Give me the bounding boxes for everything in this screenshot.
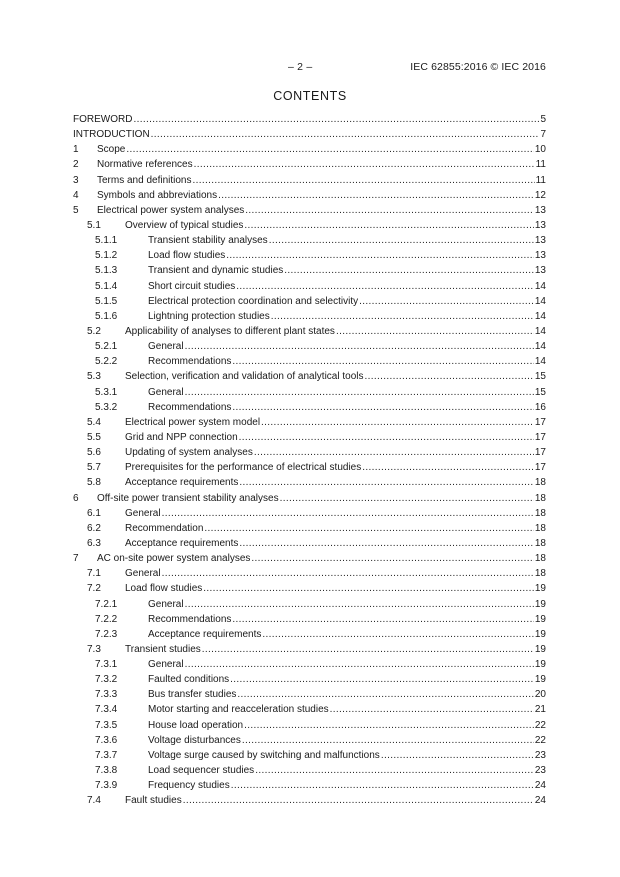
toc-entry-number: 5.3 — [87, 371, 101, 383]
toc-entry-page: 18 — [534, 522, 546, 534]
dot-leader — [185, 657, 534, 672]
toc-entry[interactable] — [73, 491, 546, 506]
dot-leader — [364, 369, 533, 384]
dot-leader — [330, 702, 534, 717]
dot-leader — [230, 672, 534, 687]
toc-entry-page: 18 — [534, 553, 546, 565]
toc-entry-page: 24 — [534, 795, 546, 807]
toc-entry-page: 13 — [534, 265, 546, 277]
dot-leader — [336, 324, 534, 339]
toc-entry-number: 3 — [73, 174, 79, 186]
toc-entry[interactable] — [73, 385, 546, 400]
dot-leader — [269, 233, 534, 248]
toc-entry[interactable] — [73, 733, 546, 748]
dot-leader — [245, 203, 534, 218]
toc-entry[interactable] — [73, 173, 546, 188]
toc-entry-page: 14 — [534, 295, 546, 307]
toc-entry-number: 2 — [73, 159, 79, 171]
toc-entry[interactable] — [73, 597, 546, 612]
toc-entry-title: Applicability of analyses to different plant states — [125, 325, 335, 337]
toc-entry-title: Load flow studies — [148, 250, 226, 262]
toc-entry-title: Selection, verification and validation of analytical tools — [125, 371, 364, 383]
dot-leader — [251, 551, 533, 566]
toc-entry[interactable] — [73, 430, 546, 445]
toc-entry-title: FOREWORD — [73, 114, 133, 125]
toc-entry-page: 20 — [534, 689, 546, 701]
table-of-contents — [73, 112, 546, 808]
toc-entry-page: 14 — [534, 325, 546, 337]
toc-entry-number: 6.3 — [87, 537, 101, 549]
toc-entry[interactable] — [73, 612, 546, 627]
dot-leader — [239, 430, 534, 445]
toc-entry[interactable] — [73, 233, 546, 248]
toc-entry-title: Recommendation — [125, 522, 204, 534]
toc-entry-title: Load flow studies — [125, 583, 203, 595]
toc-entry[interactable] — [73, 309, 546, 324]
page-number: – 2 – — [288, 61, 313, 73]
toc-entry-page: 13 — [534, 235, 546, 247]
dot-leader — [183, 793, 534, 808]
toc-entry-number: 5.3.1 — [95, 386, 118, 398]
toc-entry-title: General — [148, 341, 184, 353]
toc-entry-title: Electrical power system analyses — [97, 204, 245, 216]
dot-leader — [185, 597, 534, 612]
toc-entry-title: Transient studies — [125, 643, 201, 655]
toc-entry-page: 14 — [534, 356, 546, 368]
dot-leader — [381, 748, 534, 763]
toc-entry-number: 7.3.3 — [95, 689, 118, 701]
dot-leader — [231, 778, 534, 793]
toc-entry[interactable] — [73, 536, 546, 551]
toc-entry[interactable] — [73, 112, 546, 127]
toc-entry[interactable] — [73, 415, 546, 430]
dot-leader — [359, 294, 534, 309]
toc-entry[interactable] — [73, 324, 546, 339]
toc-entry-number: 7.3.6 — [95, 734, 118, 746]
toc-entry-title: Scope — [97, 144, 126, 156]
toc-entry-title: General — [148, 598, 184, 610]
dot-leader — [362, 460, 534, 475]
dot-leader — [185, 339, 534, 354]
dot-leader — [232, 354, 534, 369]
toc-entry-number: 5.4 — [87, 416, 101, 428]
toc-entry-number: 7.4 — [87, 795, 101, 807]
toc-entry-page: 18 — [534, 492, 546, 504]
dot-leader — [255, 763, 534, 778]
toc-entry[interactable] — [73, 778, 546, 793]
toc-entry-title: Lightning protection studies — [148, 310, 270, 322]
toc-entry-title: General — [148, 386, 184, 398]
toc-entry-page: 15 — [534, 386, 546, 398]
toc-entry-number: 7.3.7 — [95, 749, 118, 761]
toc-entry-number: 4 — [73, 189, 79, 201]
dot-leader — [237, 687, 534, 702]
toc-entry-number: 5.1.1 — [95, 235, 118, 247]
toc-entry[interactable] — [73, 672, 546, 687]
dot-leader — [280, 491, 534, 506]
toc-entry-number: 7.3.9 — [95, 780, 118, 792]
dot-leader — [151, 127, 540, 142]
toc-entry-number: 5.8 — [87, 477, 101, 489]
toc-entry-title: Overview of typical studies — [125, 219, 244, 231]
toc-entry-page: 17 — [534, 462, 546, 474]
toc-entry-number: 7.3.4 — [95, 704, 118, 716]
toc-entry[interactable] — [73, 263, 546, 278]
toc-entry-number: 7.3 — [87, 643, 101, 655]
toc-entry-title: Symbols and abbreviations — [97, 189, 218, 201]
toc-entry-number: 6.2 — [87, 522, 101, 534]
toc-entry[interactable] — [73, 369, 546, 384]
toc-entry-number: 5.2 — [87, 325, 101, 337]
toc-entry[interactable] — [73, 460, 546, 475]
dot-leader — [218, 188, 534, 203]
toc-entry[interactable] — [73, 279, 546, 294]
toc-entry-title: Bus transfer studies — [148, 689, 237, 701]
dot-leader — [232, 400, 534, 415]
toc-entry-title: Voltage surge caused by switching and malfunctions — [148, 749, 380, 761]
toc-entry-number: 7.2.2 — [95, 613, 118, 625]
toc-entry[interactable] — [73, 748, 546, 763]
toc-entry-number: 5.7 — [87, 462, 101, 474]
toc-entry-title: Short circuit studies — [148, 280, 236, 292]
page-title: CONTENTS — [273, 89, 347, 103]
toc-entry-title: Transient and dynamic studies — [148, 265, 284, 277]
toc-entry-page: 24 — [534, 780, 546, 792]
dot-leader — [284, 263, 534, 278]
toc-entry-title: Motor starting and reacceleration studies — [148, 704, 329, 716]
toc-entry-page: 18 — [534, 477, 546, 489]
dot-leader — [162, 506, 534, 521]
toc-entry[interactable] — [73, 142, 546, 157]
toc-entry-page: 18 — [534, 568, 546, 580]
toc-entry[interactable] — [73, 157, 546, 172]
dot-leader — [261, 415, 534, 430]
toc-entry-number: 7.2 — [87, 583, 101, 595]
toc-entry-title: General — [148, 659, 184, 671]
toc-entry[interactable] — [73, 718, 546, 733]
dot-leader — [239, 475, 533, 490]
toc-entry-title: Load sequencer studies — [148, 765, 255, 777]
toc-entry[interactable] — [73, 581, 546, 596]
toc-entry-page: 19 — [534, 583, 546, 595]
toc-entry-number: 5.1.2 — [95, 250, 118, 262]
toc-entry-number: 5 — [73, 204, 79, 216]
toc-entry[interactable] — [73, 218, 546, 233]
toc-entry-title: Off-site power transient stability analyses — [97, 492, 279, 504]
toc-entry-page: 16 — [534, 401, 546, 413]
toc-entry-number: 1 — [73, 144, 79, 156]
toc-entry-title: Terms and definitions — [97, 174, 192, 186]
toc-entry-page: 18 — [534, 537, 546, 549]
toc-entry-page: 23 — [534, 749, 546, 761]
toc-entry-page: 21 — [534, 704, 546, 716]
toc-entry-title: Transient stability analyses — [148, 235, 268, 247]
toc-entry-number: 5.1.4 — [95, 280, 118, 292]
toc-entry-page: 19 — [534, 674, 546, 686]
dot-leader — [244, 718, 534, 733]
toc-entry[interactable] — [73, 627, 546, 642]
dot-leader — [271, 309, 534, 324]
toc-entry-title: Frequency studies — [148, 780, 230, 792]
toc-entry-title: General — [125, 507, 161, 519]
toc-entry[interactable] — [73, 248, 546, 263]
toc-entry-title: General — [125, 568, 161, 580]
toc-entry-title: Acceptance requirements — [125, 477, 239, 489]
toc-entry-page: 15 — [534, 371, 546, 383]
toc-entry-page: 11 — [535, 174, 546, 186]
dot-leader — [254, 445, 534, 460]
toc-entry[interactable] — [73, 339, 546, 354]
toc-entry-page: 7 — [540, 129, 546, 141]
toc-entry-page: 23 — [534, 765, 546, 777]
dot-leader — [244, 218, 533, 233]
toc-entry-number: 6 — [73, 492, 79, 504]
toc-entry-title: Electrical protection coordination and selectivity — [148, 295, 359, 307]
toc-entry-title: Acceptance requirements — [148, 628, 262, 640]
toc-entry-page: 19 — [534, 628, 546, 640]
toc-entry-page: 22 — [534, 734, 546, 746]
toc-entry-page: 18 — [534, 507, 546, 519]
toc-entry-page: 17 — [534, 416, 546, 428]
toc-entry-page: 17 — [534, 447, 546, 459]
toc-entry-number: 5.2.1 — [95, 341, 118, 353]
toc-entry-number: 5.1.5 — [95, 295, 118, 307]
toc-entry-title: Recommendations — [148, 613, 232, 625]
toc-entry-page: 14 — [534, 341, 546, 353]
toc-entry-number: 5.3.2 — [95, 401, 118, 413]
toc-entry[interactable] — [73, 506, 546, 521]
toc-entry[interactable] — [73, 203, 546, 218]
toc-entry[interactable] — [73, 642, 546, 657]
toc-entry[interactable] — [73, 793, 546, 808]
toc-entry-title: Prerequisites for the performance of electrical studies — [125, 462, 362, 474]
toc-entry[interactable] — [73, 475, 546, 490]
toc-entry-title: Grid and NPP connection — [125, 431, 238, 443]
toc-entry[interactable] — [73, 188, 546, 203]
toc-entry-number: 5.5 — [87, 431, 101, 443]
toc-entry-title: AC on-site power system analyses — [97, 553, 251, 565]
toc-entry-title: Acceptance requirements — [125, 537, 239, 549]
toc-entry-number: 5.2.2 — [95, 356, 118, 368]
dot-leader — [242, 733, 534, 748]
toc-entry-page: 13 — [534, 219, 546, 231]
toc-entry-page: 22 — [534, 719, 546, 731]
toc-entry[interactable] — [73, 127, 546, 142]
toc-entry-number: 5.1.3 — [95, 265, 118, 277]
toc-entry[interactable] — [73, 657, 546, 672]
toc-entry-title: Electrical power system model — [125, 416, 261, 428]
document-identifier: IEC 62855:2016 © IEC 2016 — [410, 61, 546, 73]
toc-entry-page: 11 — [535, 159, 546, 171]
toc-entry-page: 14 — [534, 280, 546, 292]
toc-entry-page: 19 — [534, 643, 546, 655]
toc-entry-number: 7.3.2 — [95, 674, 118, 686]
toc-entry-page: 14 — [534, 310, 546, 322]
toc-entry-number: 7.3.8 — [95, 765, 118, 777]
toc-entry-page: 19 — [534, 659, 546, 671]
toc-entry-number: 5.1.6 — [95, 310, 118, 322]
dot-leader — [193, 173, 535, 188]
toc-entry[interactable] — [73, 445, 546, 460]
dot-leader — [226, 248, 534, 263]
toc-entry-number: 7.1 — [87, 568, 101, 580]
dot-leader — [203, 581, 534, 596]
toc-entry-page: 19 — [534, 598, 546, 610]
toc-entry-title: Faulted conditions — [148, 674, 230, 686]
toc-entry[interactable] — [73, 551, 546, 566]
dot-leader — [133, 112, 539, 127]
toc-entry-title: Fault studies — [125, 795, 182, 807]
toc-entry-number: 7.3.5 — [95, 719, 118, 731]
toc-entry[interactable] — [73, 763, 546, 778]
toc-entry-page: 10 — [534, 144, 546, 156]
toc-entry-page: 13 — [534, 250, 546, 262]
toc-entry[interactable] — [73, 687, 546, 702]
dot-leader — [239, 536, 533, 551]
toc-entry[interactable] — [73, 566, 546, 581]
toc-entry-page: 17 — [534, 431, 546, 443]
dot-leader — [232, 612, 534, 627]
dot-leader — [204, 521, 534, 536]
dot-leader — [194, 157, 535, 172]
toc-entry-number: 7 — [73, 553, 79, 565]
toc-entry-number: 5.6 — [87, 447, 101, 459]
toc-entry-number: 6.1 — [87, 507, 101, 519]
toc-entry[interactable] — [73, 400, 546, 415]
dot-leader — [262, 627, 533, 642]
toc-entry[interactable] — [73, 521, 546, 536]
toc-entry[interactable] — [73, 294, 546, 309]
toc-entry-title: Recommendations — [148, 401, 232, 413]
toc-entry-title: Recommendations — [148, 356, 232, 368]
toc-entry-title: Voltage disturbances — [148, 734, 241, 746]
toc-entry-number: 7.3.1 — [95, 659, 118, 671]
toc-entry-title: Updating of system analyses — [125, 447, 253, 459]
toc-entry-page: 13 — [534, 204, 546, 216]
toc-entry-number: 7.2.1 — [95, 598, 118, 610]
toc-entry-page: 12 — [534, 189, 546, 201]
toc-entry-title: INTRODUCTION — [73, 129, 150, 141]
toc-entry-page: 19 — [534, 613, 546, 625]
toc-entry-title: Normative references — [97, 159, 193, 171]
toc-entry[interactable] — [73, 702, 546, 717]
toc-entry[interactable] — [73, 354, 546, 369]
toc-entry-number: 5.1 — [87, 219, 101, 231]
toc-entry-page: 5 — [540, 114, 546, 125]
dot-leader — [202, 642, 534, 657]
toc-entry-number: 7.2.3 — [95, 628, 118, 640]
toc-entry-title: House load operation — [148, 719, 244, 731]
dot-leader — [126, 142, 534, 157]
dot-leader — [236, 279, 534, 294]
dot-leader — [185, 385, 534, 400]
dot-leader — [162, 566, 534, 581]
